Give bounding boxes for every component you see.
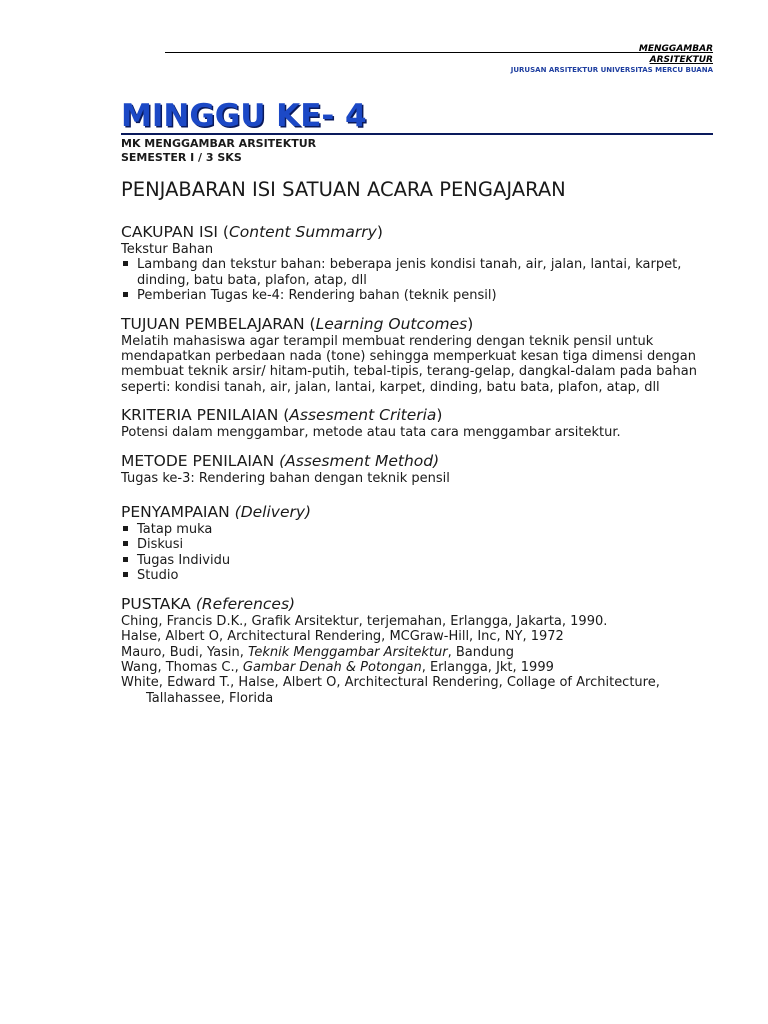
heading-label: KRITERIA PENILAIAN ( [121, 406, 290, 425]
bullet-icon [123, 526, 128, 531]
reference-publisher: , Bandung [447, 644, 514, 660]
heading-close: ) [467, 314, 474, 333]
section-delivery [121, 502, 721, 584]
list-item-text: Tugas Individu [137, 552, 231, 568]
header-department: JURUSAN ARSITEKTUR UNIVERSITAS MERCU BUANA [510, 66, 713, 74]
section-text: Tugas ke-3: Rendering bahan dengan teknik pensil [121, 470, 450, 486]
heading-label-en: (Assesment Method) [279, 451, 440, 470]
section-heading [121, 405, 721, 425]
bullet-list [121, 257, 721, 303]
bullet-icon [123, 572, 128, 577]
list-item-text: Lambang dan tekstur bahan: beberapa jenis kondisi tanah, air, jalan, lantai, karpet, dinding, batu bata, plafon, atap, dll [137, 257, 682, 288]
list-item [121, 568, 721, 583]
reference-item: White, Edward T., Halse, Albert O, Architectural Rendering, Collage of Architecture, Tallahassee, Florida [121, 675, 660, 706]
section-heading [121, 314, 721, 334]
heading-label: TUJUAN PEMBELAJARAN ( [121, 314, 316, 333]
header-course-line1: MENGGAMBAR [638, 44, 713, 54]
reference-authors: Wang, Thomas C., [121, 659, 243, 675]
heading-close: ) [376, 223, 383, 241]
reference-title: Teknik Menggambar Arsitektur [248, 644, 448, 660]
document-body [121, 222, 721, 716]
week-title: MINGGU KE- 4 [121, 99, 713, 135]
section-references [121, 594, 721, 706]
section-intro: Tekstur Bahan [121, 242, 214, 257]
section-text: Potensi dalam menggambar, metode atau tata cara menggambar arsitektur. [121, 425, 621, 441]
header-course-line2: ARSITEKTUR [649, 55, 713, 65]
reference-item: Halse, Albert O, Architectural Rendering, MCGraw-Hill, Inc, NY, 1972 [121, 629, 564, 645]
section-heading [121, 502, 721, 522]
bullet-icon [123, 557, 128, 562]
bullet-list [121, 522, 721, 584]
heading-label-en: (References) [195, 594, 296, 613]
bullet-icon [123, 292, 128, 297]
heading-label-en: Content Summarry [228, 223, 377, 241]
section-text: Melatih mahasiswa agar terampil membuat rendering dengan teknik pensil untuk mendapatkan perbedaan nada (tone) sehingga memperkuat kesan tiga dimensi dengan membuat teknik arsir/ hitam-putih, tebal-tipis, terang-gelap, dangkal-dalam pada bahan seperti: kondisi tanah, air, jalan, lantai, karpet, dinding, batu bata, plafon, atap, dll [121, 333, 697, 395]
header-rule [165, 52, 713, 53]
list-item [121, 522, 721, 537]
reference-item: Ching, Francis D.K., Grafik Arsitektur, terjemahan, Erlangga, Jakarta, 1990. [121, 613, 608, 629]
heading-label: CAKUPAN ISI ( [121, 223, 229, 241]
heading-close: ) [436, 406, 443, 425]
list-item-text: Tatap muka [137, 522, 213, 538]
reference-publisher: , Erlangga, Jkt, 1999 [421, 659, 554, 675]
bullet-icon [123, 261, 128, 266]
bullet-icon [123, 541, 128, 546]
heading-label-en: Learning Outcomes [315, 314, 468, 333]
heading-label: PENYAMPAIAN [121, 503, 235, 522]
reference-item [121, 660, 721, 675]
heading-label: METODE PENILAIAN [121, 451, 280, 470]
reference-authors: Mauro, Budi, Yasin, [121, 644, 248, 660]
reference-title: Gambar Denah & Potongan [242, 659, 422, 675]
course-meta [121, 137, 316, 165]
list-item [121, 288, 721, 303]
heading-label-en: (Delivery) [234, 503, 312, 522]
reference-item [121, 645, 721, 660]
list-item [121, 537, 721, 552]
section-assessment-method [121, 451, 721, 486]
course-name: MK MENGGAMBAR ARSITEKTUR [121, 137, 317, 150]
list-item [121, 553, 721, 568]
section-learning-outcomes [121, 314, 721, 396]
header-course [639, 44, 713, 66]
section-content-summary [121, 222, 721, 304]
list-item-text: Diskusi [137, 537, 184, 553]
list-item-text: Studio [137, 568, 179, 584]
list-item-text: Pemberian Tugas ke-4: Rendering bahan (teknik pensil) [137, 288, 497, 304]
section-heading [121, 222, 721, 242]
section-assessment-criteria [121, 405, 721, 440]
semester-info: SEMESTER I / 3 SKS [121, 151, 242, 164]
section-heading [121, 451, 721, 471]
section-heading [121, 594, 721, 614]
heading-label: PUSTAKA [121, 594, 196, 613]
heading-label-en: Assesment Criteria [289, 406, 437, 425]
document-title: PENJABARAN ISI SATUAN ACARA PENGAJARAN [121, 178, 566, 201]
list-item [121, 257, 721, 288]
